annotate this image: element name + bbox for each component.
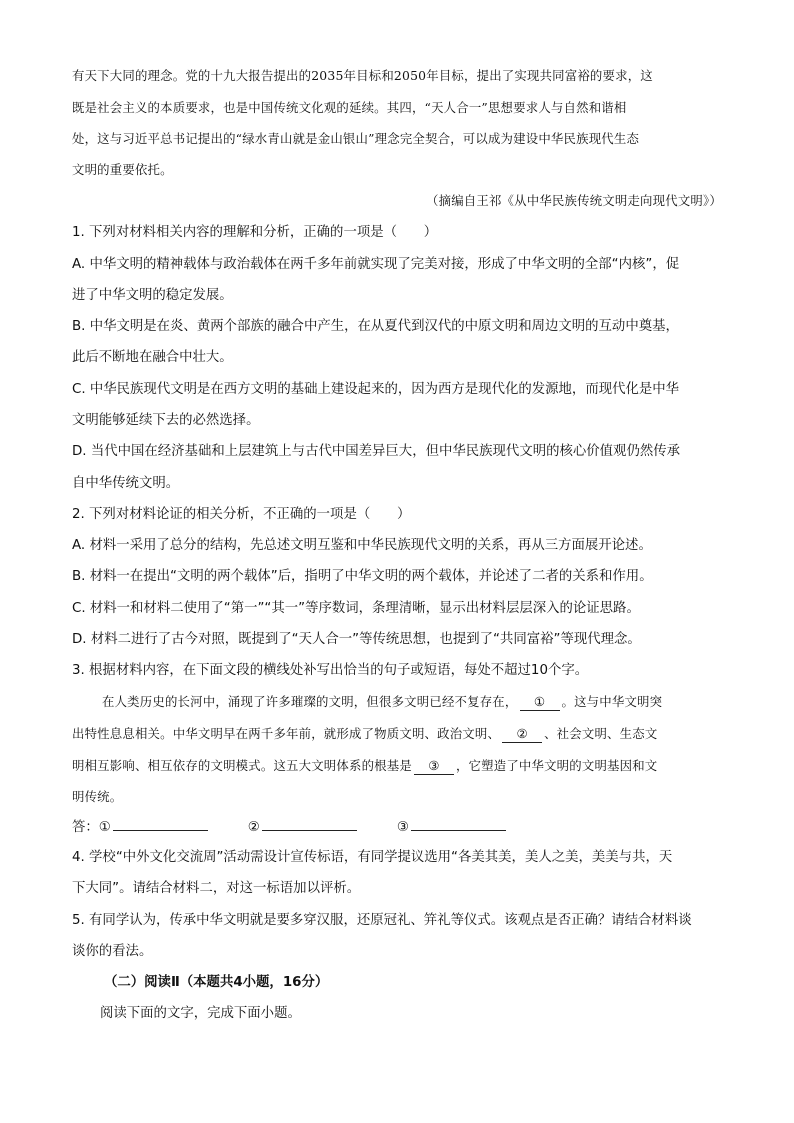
answer-slot-2[interactable] — [248, 816, 357, 838]
question-1-option-d-cont: 自中华传统文明。 — [72, 476, 180, 491]
question-1-stem: 1. 下列对材料相关内容的理解和分析，正确的一项是（ ） — [72, 225, 438, 240]
question-1-option-b-cont: 此后不断地在融合中壮大。 — [72, 350, 233, 365]
material-text-line: 文明的重要依托。 — [72, 162, 173, 177]
question-4-stem: 4. 学校“中外文化交流周”活动需设计宣传标语，有同学提议选用“各美其美，美人之美，美美与共，天 — [72, 850, 673, 865]
passage-text: 、社会文明、生态文 — [544, 726, 658, 741]
material-text-line: 处，这与习近平总书记提出的“绿水青山就是金山银山”理念完全契合，可以成为建设中华民族现代生态 — [72, 131, 640, 146]
question-3-passage-line — [72, 756, 722, 776]
question-1-option-c: C. 中华民族现代文明是在西方文明的基础上建设起来的，因为西方是现代化的发源地，而现代化是中华 — [72, 382, 680, 397]
answer-blank-3[interactable]: ③ — [414, 758, 454, 775]
passage-text: 明相互影响、相互依存的文明模式。这五大文明体系的根基是 — [72, 758, 412, 773]
passage-text: 在人类历史的长河中，涌现了许多璀璨的文明，但很多文明已经不复存在， — [102, 694, 518, 709]
passage-text: 出特性息息相关。中华文明早在两千多年前，就形成了物质文明、政治文明、 — [72, 726, 501, 741]
passage-text: ，它塑造了中华文明的文明基因和文 — [455, 758, 658, 773]
answer-mark: ③ — [396, 820, 409, 835]
question-2-option-c: C. 材料一和材料二使用了“第一”“其一”等序数词，条理清晰，显示出材料层层深入的论证思路。 — [72, 601, 640, 616]
question-2-stem: 2. 下列对材料论证的相关分析，不正确的一项是（ ） — [72, 507, 411, 522]
question-5-stem-cont: 谈你的看法。 — [72, 944, 153, 959]
section-heading: （二）阅读Ⅱ（本题共4小题，16分） — [104, 975, 329, 990]
question-5-stem: 5. 有同学认为，传承中华文明就是要多穿汉服，还原冠礼、笄礼等仪式。该观点是否正确？请结合材料谈 — [72, 913, 692, 928]
question-3-stem: 3. 根据材料内容，在下面文段的横线处补写出恰当的句子或短语，每处不超过10个字。 — [72, 663, 589, 678]
material-text-line: 既是社会主义的本质要求，也是中国传统文化观的延续。其四，“天人合一”思想要求人与自然和谐相 — [72, 100, 627, 115]
answer-line[interactable] — [411, 816, 506, 831]
answer-mark: ① — [98, 820, 111, 835]
question-1-option-c-cont: 文明能够延续下去的必然选择。 — [72, 413, 260, 428]
answer-line[interactable] — [113, 816, 208, 831]
answer-mark: ② — [247, 820, 260, 835]
question-3-passage-line — [102, 692, 752, 712]
material-source: （摘编自王祁《从中华民族传统文明走向现代文明》） — [426, 193, 722, 208]
answer-blank-2[interactable]: ② — [502, 726, 542, 743]
question-1-option-b: B. 中华文明是在炎、黄两个部族的融合中产生，在从夏代到汉代的中原文明和周边文明的互动中奠基， — [72, 319, 679, 334]
passage-text: 。这与中华文明突 — [561, 694, 663, 709]
question-1-option-a: A. 中华文明的精神载体与政治载体在两千多年前就实现了完美对接，形成了中华文明的全部“内核”，促 — [72, 257, 680, 272]
section-instruction: 阅读下面的文字，完成下面小题。 — [100, 1006, 301, 1021]
answer-blank-1[interactable]: ① — [520, 694, 560, 711]
question-2-option-a: A. 材料一采用了总分的结构，先总述文明互鉴和中华民族现代文明的关系，再从三方面展开论述。 — [72, 538, 652, 553]
question-1-option-a-cont: 进了中华文明的稳定发展。 — [72, 288, 233, 303]
material-text-line: 有天下大同的理念。党的十九大报告提出的2035年目标和2050年目标，提出了实现共同富裕的要求，这 — [72, 68, 653, 83]
answer-label: 答： — [72, 820, 99, 835]
question-2-option-b: B. 材料一在提出“文明的两个载体”后，指明了中华文明的两个载体，并论述了二者的关系和作用。 — [72, 569, 653, 584]
question-3-passage-line: 明传统。 — [72, 789, 123, 804]
question-4-stem-cont: 下大同”。请结合材料二，对这一标语加以评析。 — [72, 881, 361, 896]
answer-line[interactable] — [262, 816, 357, 831]
question-3-answer-row — [72, 816, 546, 838]
question-3-passage-line — [72, 724, 722, 744]
question-2-option-d: D. 材料二进行了古今对照，既提到了“天人合一”等传统思想，也提到了“共同富裕”等现代理念。 — [72, 632, 641, 647]
answer-slot-1[interactable] — [99, 816, 208, 838]
answer-slot-3[interactable] — [397, 816, 506, 838]
question-1-option-d: D. 当代中国在经济基础和上层建筑上与古代中国差异巨大，但中华民族现代文明的核心价值观仍然传承 — [72, 444, 681, 459]
